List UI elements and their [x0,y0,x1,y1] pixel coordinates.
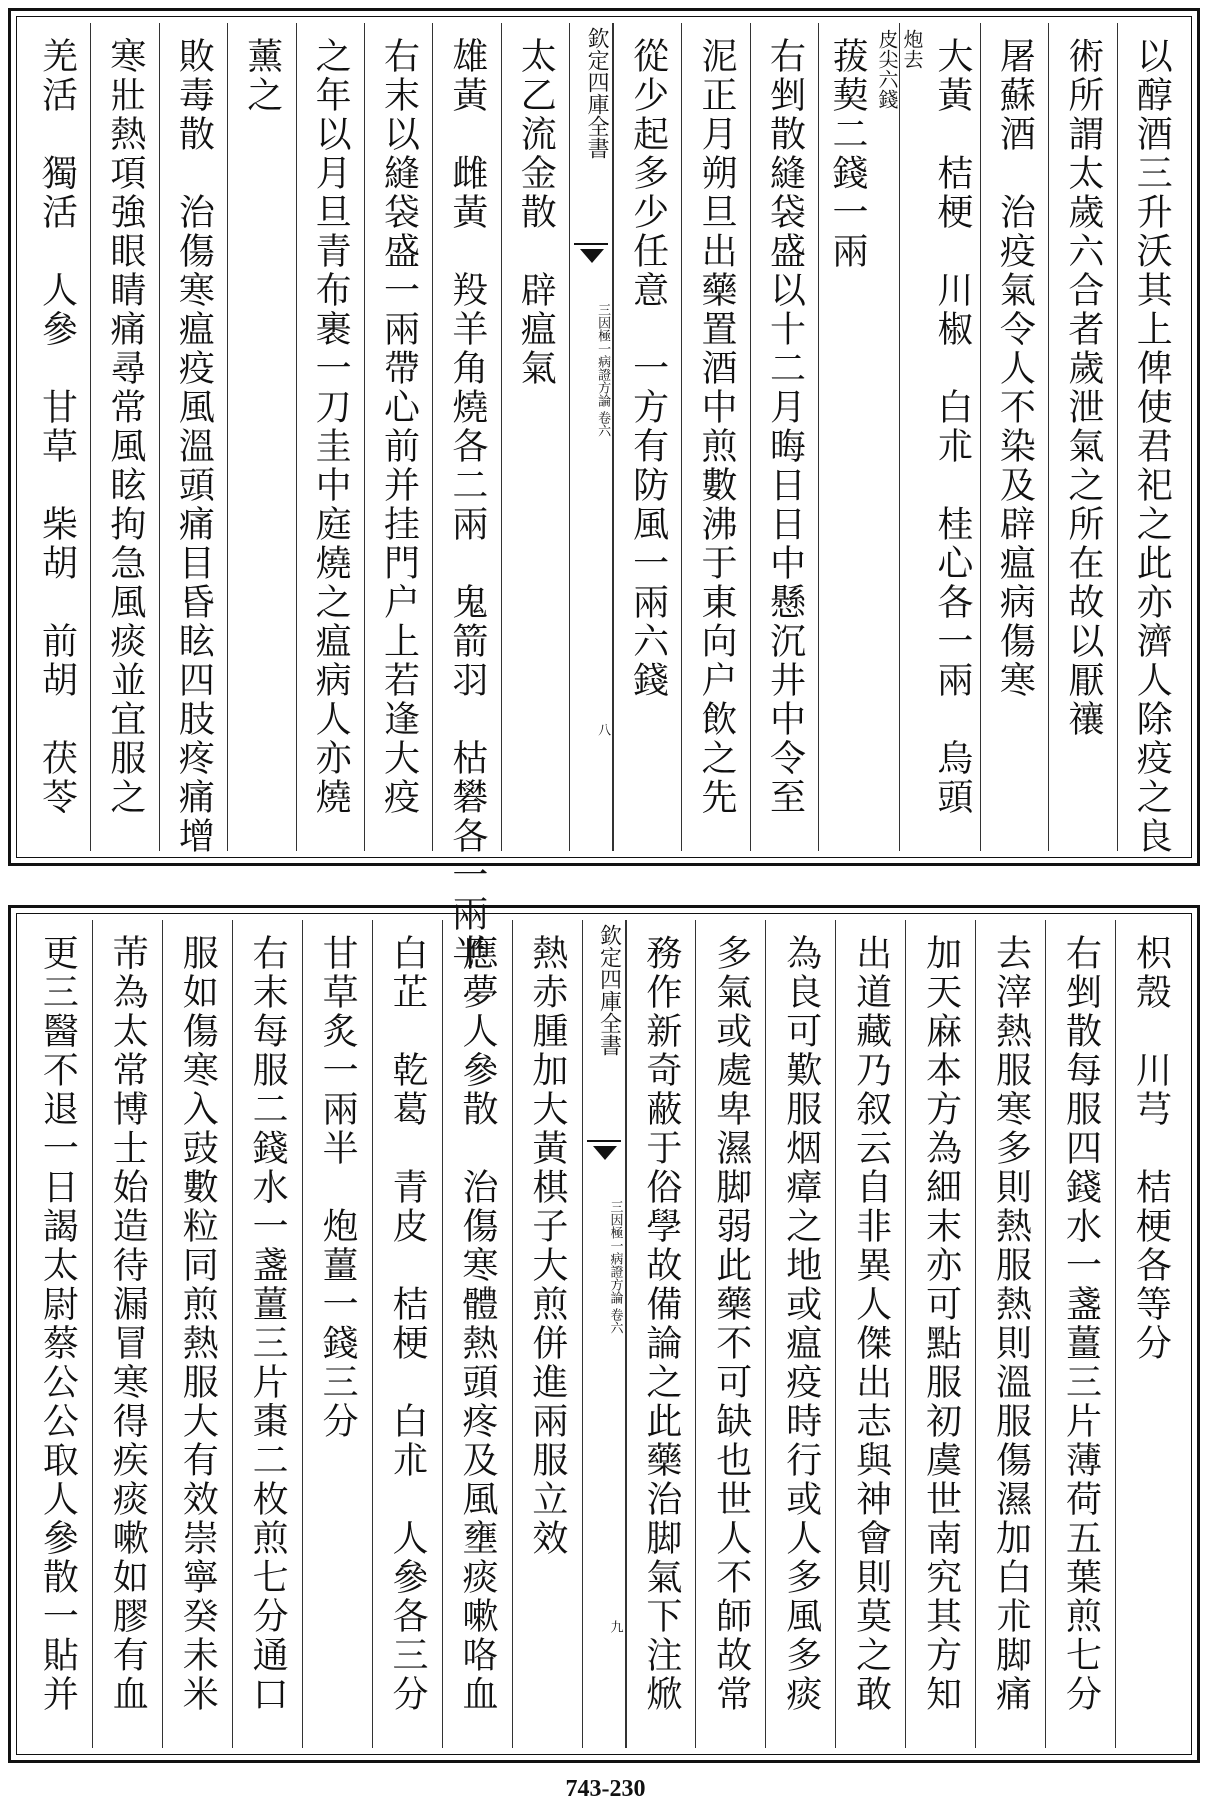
column-text: 大黃 桔梗 川椒 白朮 桂心各一兩 烏頭 [931,37,973,817]
column-text: 右末每服二錢水一盞薑三片棗二枚煎七分通口 [247,934,289,1714]
text-column [92,920,162,1748]
column-text: 寒壯熱項強眼睛痛尋常風眩拘急風痰並宜服之 [104,37,146,817]
text-column [227,23,295,851]
folio-number: 八 [595,723,611,736]
text-column [818,23,899,851]
text-column [695,920,765,1748]
text-column [372,920,442,1748]
column-text: 泥正月朔旦出藥置酒中煎數沸于東向户飲之先 [696,37,738,817]
text-column [159,23,227,856]
text-column [23,23,90,851]
column-text: 之年以月旦青布裹一刀圭中庭燒之瘟病人亦燒 [310,37,352,817]
fishtail-mark-icon [574,243,608,289]
center-fold [582,920,626,1748]
text-column [23,920,92,1748]
text-column [1045,920,1115,1748]
text-column [302,920,372,1748]
book-title: 欽定四庫全書 [584,27,610,159]
text-column [442,920,512,1748]
column-text: 熱赤腫加大黃棋子大煎併進兩服立效 [526,934,568,1558]
column-text: 出道藏乃叙云自非異人傑出志與神會則莫之敢 [850,934,892,1714]
column-text: 芾為太常博士始造待漏冒寒得疾痰嗽如膠有血 [107,934,149,1714]
top-page-columns [23,23,1185,973]
column-text: 多氣或處卑濕脚弱此藥不可缺也世人不師故常 [710,934,752,1714]
column-text: 枳殼 川芎 桔梗各等分 [1130,934,1172,1363]
text-column [681,23,749,851]
column-text: 從少起多少任意 一方有防風一兩六錢 [627,37,669,700]
column-text: 甘草炙一兩半 炮薑一錢三分 [317,934,359,1441]
top-page [8,8,1200,973]
text-column [613,23,681,851]
text-column [512,920,582,1748]
column-text: 應夢人參散 治傷寒體熱頭疼及風壅痰嗽咯血 [456,934,498,1714]
text-column [750,23,818,851]
text-column [364,23,432,851]
text-column [1048,23,1116,851]
text-column [90,23,158,851]
column-text: 敗毒散 治傷寒瘟疫風溫頭痛目昏眩四肢疼痛增 [173,37,215,856]
column-text: 服如傷寒入豉數粒同煎熱服大有效崇寧癸未米 [177,934,219,1714]
text-column [162,920,232,1748]
column-text: 術所謂太歲六合者歲泄氣之所在故以厭禳 [1062,37,1104,739]
book-title: 欽定四庫全書 [596,924,622,1056]
text-column [905,920,975,1748]
text-column [1115,920,1185,1748]
column-text: 右剉散每服四錢水一盞薑三片薄荷五葉煎七分 [1060,934,1102,1714]
column-text: 太乙流金散 辟瘟氣 [515,37,557,388]
column-text: 為良可歎服烟瘴之地或瘟疫時行或人多風多痰 [780,934,822,1714]
text-column [980,23,1048,851]
text-column [501,23,569,851]
annotation-text: 皮尖六錢 [875,29,900,109]
text-column [975,920,1045,1748]
text-column [899,23,980,851]
folio-number: 九 [607,1620,623,1633]
bottom-page [8,905,1200,1763]
column-text: 去滓熱服寒多則熱服熱則溫服傷濕加白朮脚痛 [990,934,1032,1714]
text-column [432,23,500,973]
text-column [296,23,364,851]
column-text: 白芷 乾葛 青皮 桔梗 白朮 人參各三分 [387,934,429,1714]
volume-label: 三因極一病證方論 卷六 [595,303,611,438]
column-text: 雄黃 雌黃 羖羊角燒各二兩 鬼箭羽 枯礬各一兩半 [446,37,488,973]
column-text: 薰之 [241,37,283,115]
column-text: 右末以縫袋盛一兩帶心前并挂門户上若逢大疫 [378,37,420,817]
center-fold [569,23,613,851]
fishtail-mark-icon [587,1140,621,1186]
column-text: 務作新奇蔽于俗學故備論之此藥治脚氣下注焮 [640,934,682,1714]
column-text: 羌活 獨活 人參 甘草 柴胡 前胡 茯苓 [36,37,78,817]
column-text: 屠蘇酒 治疫氣令人不染及辟瘟病傷寒 [994,37,1036,700]
volume-label: 三因極一病證方論 卷六 [607,1200,623,1335]
column-text: 更三醫不退一日謁太尉蔡公公取人參散一貼并 [37,934,79,1714]
bottom-page-columns [23,920,1185,1748]
text-column [765,920,835,1748]
text-column [835,920,905,1748]
column-text: 右剉散縫袋盛以十二月晦日日中懸沉井中令至 [764,37,806,817]
column-text: 以醇酒三升沃其上俾使君祀之此亦濟人除疫之良 [1131,37,1173,856]
column-text: 菝葜二錢一兩 [827,37,869,271]
text-column [626,920,696,1748]
text-column [232,920,302,1748]
annotation-text: 炮去 [900,29,925,69]
page-code: 743-230 [565,1776,646,1802]
column-text: 加天麻本方為細末亦可點服初虞世南究其方知 [920,934,962,1714]
text-column [1117,23,1185,856]
